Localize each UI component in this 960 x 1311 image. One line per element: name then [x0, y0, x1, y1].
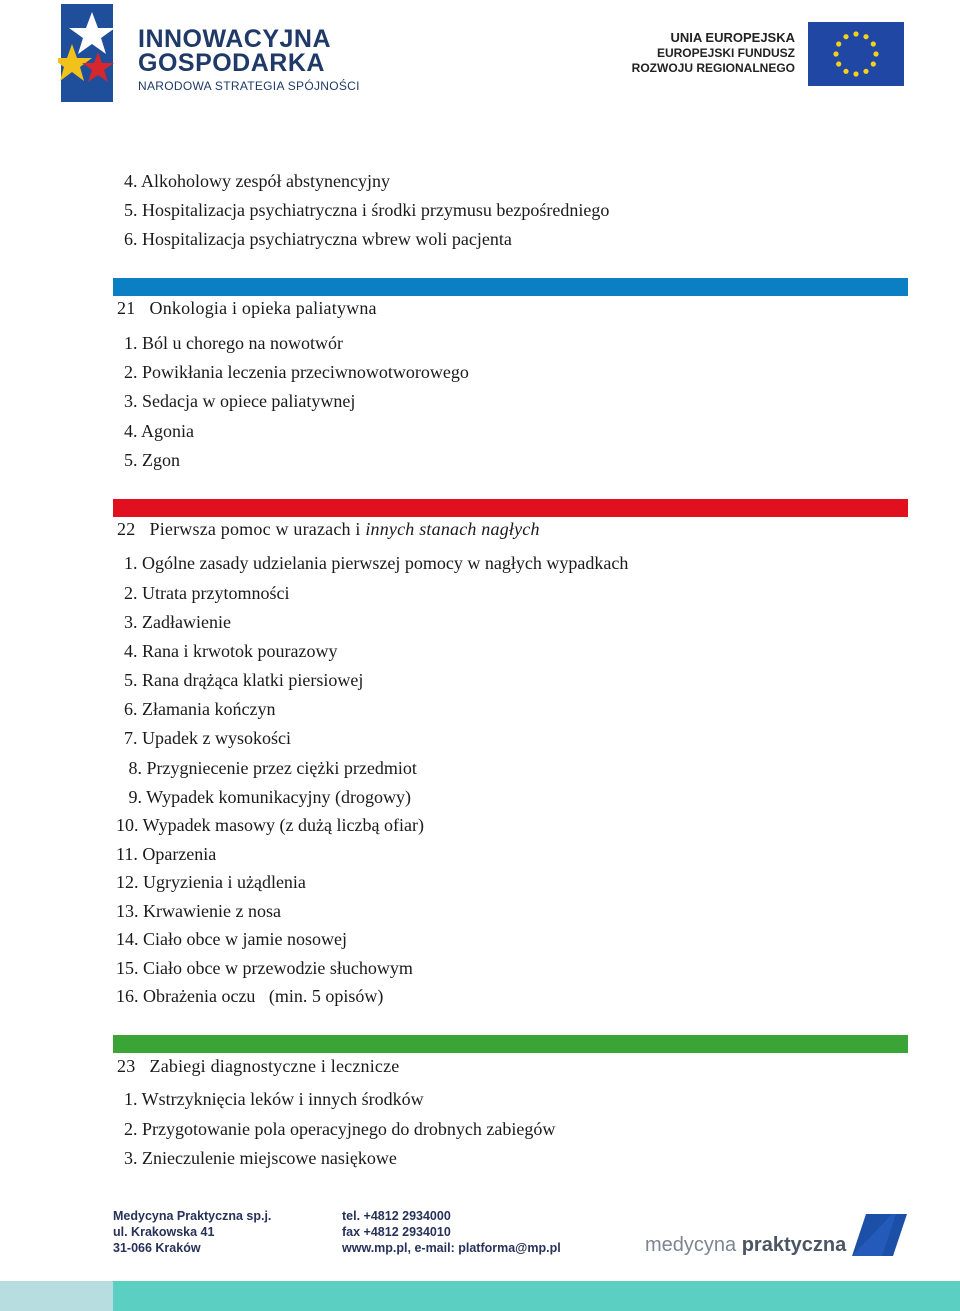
mp-logo-mark-icon: [852, 1214, 907, 1256]
eu-logo-text: [632, 30, 795, 76]
footer-band-light: [0, 1281, 113, 1311]
list-item: 12. Ugryzienia i użądlenia: [116, 872, 306, 892]
eu-flag-icon: [808, 22, 904, 86]
eu-logo-line2: EUROPEJSKI FUNDUSZ: [656, 46, 795, 60]
section-title: 21 Onkologia i opieka paliatywna: [117, 298, 377, 318]
list-item: 3. Znieczulenie miejscowe nasiękowe: [124, 1148, 397, 1168]
list-item: 9. Wypadek komunikacyjny (drogowy): [124, 787, 412, 807]
list-item: 4. Alkoholowy zespół abstynencyjny: [124, 171, 390, 191]
footer-fax: fax +4812 2934010: [342, 1225, 451, 1239]
mp-logo-text: [645, 1234, 846, 1257]
list-item: 14. Ciało obce w jamie nosowej: [116, 929, 347, 949]
list-item: 5. Zgon: [124, 450, 180, 470]
list-item: 1. Wstrzyknięcia leków i innych środków: [124, 1089, 424, 1109]
mp-logo-bold: praktyczna: [741, 1234, 847, 1256]
list-item: 2. Przygotowanie pola operacyjnego do drobnych zabiegów: [124, 1119, 556, 1139]
logo-title-line2: GOSPODARKA: [138, 49, 325, 77]
eu-logo-line3: ROZWOJU REGIONALNEGO: [631, 61, 795, 75]
list-item: 4. Rana i krwotok pourazowy: [124, 641, 338, 661]
section-divider-red: [113, 499, 908, 517]
footer-web: www.mp.pl, e-mail: platforma@mp.pl: [342, 1241, 561, 1255]
list-item: 6. Złamania kończyn: [124, 699, 276, 719]
eu-logo-line1: UNIA EUROPEJSKA: [670, 30, 795, 45]
list-item: 1. Ból u chorego na nowotwór: [124, 333, 343, 353]
logo-title-line1: INNOWACYJNA: [138, 25, 332, 53]
list-item: 3. Zadławienie: [124, 612, 231, 632]
section-title-italic: innych stanach nagłych: [365, 519, 540, 539]
list-item: 7. Upadek z wysokości: [124, 728, 291, 748]
list-item: 15. Ciało obce w przewodzie słuchowym: [116, 958, 413, 978]
list-item: 13. Krwawienie z nosa: [116, 901, 281, 921]
footer-company: Medycyna Praktyczna sp.j.: [113, 1209, 272, 1223]
list-item: 10. Wypadek masowy (z dużą liczbą ofiar): [116, 815, 424, 835]
list-item: 3. Sedacja w opiece paliatywnej: [124, 391, 356, 411]
list-item: 5. Rana drążąca klatki piersiowej: [124, 670, 364, 690]
list-item: 11. Oparzenia: [116, 844, 217, 864]
list-item: 2. Utrata przytomności: [124, 583, 290, 603]
list-item: 6. Hospitalizacja psychiatryczna wbrew woli pacjenta: [124, 229, 512, 249]
footer-street: ul. Krakowska 41: [113, 1225, 215, 1239]
section-title: [117, 519, 540, 539]
footer-tel: tel. +4812 2934000: [342, 1209, 451, 1223]
list-item: 16. Obrażenia oczu (min. 5 opisów): [116, 986, 384, 1006]
list-item: 5. Hospitalizacja psychiatryczna i środki przymusu bezpośredniego: [124, 200, 610, 220]
section-divider-blue: [113, 278, 908, 296]
list-item: 2. Powikłania leczenia przeciwnowotworowego: [124, 362, 469, 382]
footer-city: 31-066 Kraków: [113, 1241, 201, 1255]
footer-band-teal: [113, 1281, 960, 1311]
list-item: 4. Agonia: [124, 421, 194, 441]
logo-subtitle: NARODOWA STRATEGIA SPÓJNOŚCI: [138, 79, 360, 93]
section-title-plain: 22 Pierwsza pomoc w urazach i: [117, 519, 366, 539]
mp-logo-light: medycyna: [645, 1234, 742, 1256]
list-item: 1. Ogólne zasady udzielania pierwszej pomocy w nagłych wypadkach: [124, 553, 629, 573]
list-item: 8. Przygniecenie przez ciężki przedmiot: [124, 758, 417, 778]
section-title: 23 Zabiegi diagnostyczne i lecznicze: [117, 1056, 400, 1076]
section-divider-green: [113, 1035, 908, 1053]
